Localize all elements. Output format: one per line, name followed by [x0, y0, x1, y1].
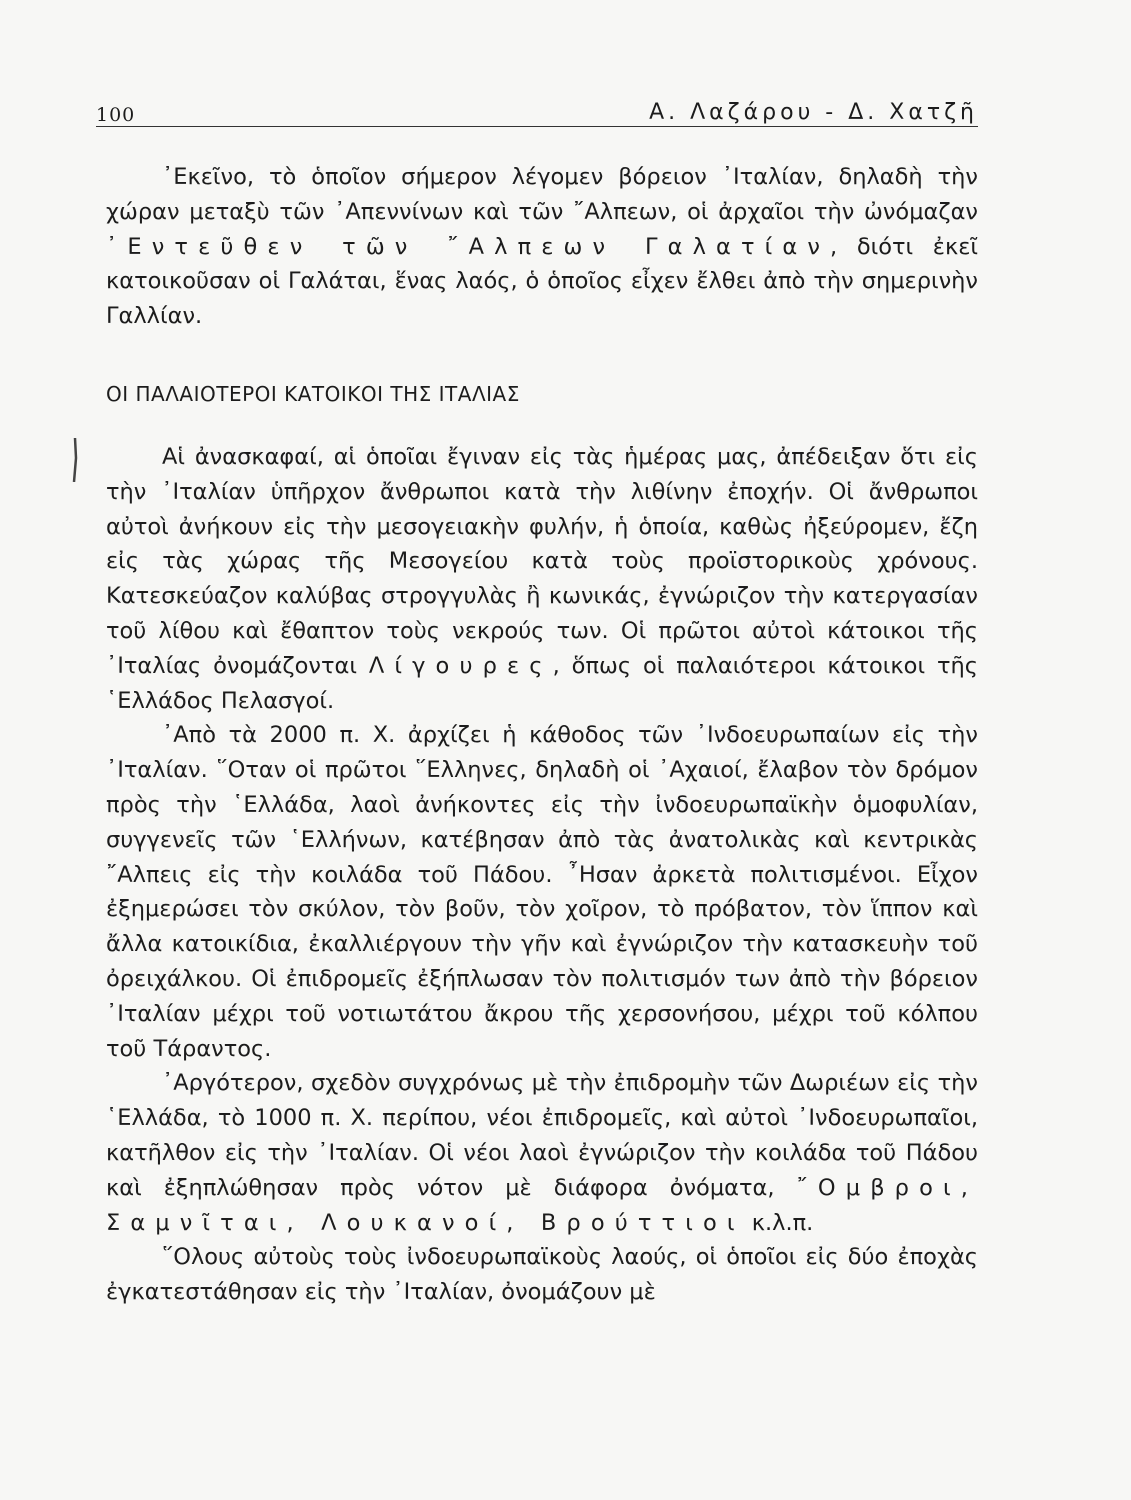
paragraph-5: ῞Ολους αὐτοὺς τοὺς ἰνδοευρωπαϊκοὺς λαούς, οἱ ὁποῖοι εἰς δύο ἐποχὰς ἐγκατεστάθησαν εἰς τὴν ᾿Ιταλίαν, ὀνομάζουν μὲ [106, 1244, 978, 1306]
spaced-term-galatia: ᾿Εντεῦθεν τῶν ῎Αλπεων Γαλατίαν [106, 233, 831, 260]
header-rule [96, 126, 978, 127]
spaced-term-ligures: Λίγουρες [368, 652, 553, 679]
paragraph-2 [106, 440, 978, 718]
paragraph-1 [106, 160, 978, 334]
paragraph-4-text-b: κ.λ.π. [744, 1209, 814, 1236]
paragraph-2-text-b: , ὅπως οἱ παλαιότεροι κάτοικοι τῆς ῾Ελλάδος Πελασγοί. [106, 652, 978, 714]
paragraph-3: ᾿Απὸ τὰ 2000 π. Χ. ἀρχίζει ἡ κάθοδος τῶν ᾿Ινδοευρωπαίων εἰς τὴν ᾿Ιταλίαν. ῞Οταν οἱ πρῶτοι ῞Ελληνες, δηλαδὴ οἱ ᾿Αχαιοί, ἔλαβον τὸν δρόμον πρὸς τὴν ῾Ελλάδα, λαοὶ ἀνήκοντες εἰς τὴν ἰνδοευρωπαϊκὴν ὁμοφυλίαν, συγγενεῖς τῶν ῾Ελλήνων, κατέβησαν ἀπὸ τὰς ἀνατολικὰς καὶ κεντρικὰς ῎Αλπεις εἰς τὴν κοιλάδα τοῦ Πάδου. ῏Ησαν ἀρκετὰ πολιτισμένοι. Εἶχον ἐξημερώσει τὸν σκύλον, τὸν βοῦν, τὸν χοῖρον, τὸ πρόβατον, τὸν ἵππον καὶ ἄλλα κατοικίδια, ἐκαλλιέργουν τὴν γῆν καὶ ἐγνώριζον τὴν κατασκευὴν τοῦ ὀρειχάλκου. Οἱ ἐπιδρομεῖς ἐξήπλωσαν τὸν πολιτισμόν των ἀπὸ τὴν βόρειον ᾿Ιταλίαν μέχρι τοῦ νοτιωτάτου ἄκρου τῆς χερσονήσου, μέχρι τοῦ κόλπου τοῦ Τάραντος. [106, 722, 978, 1062]
paragraph-4 [106, 1066, 978, 1240]
page-number: 100 [96, 104, 136, 126]
running-head: Α. Λαζάρου - Δ. Χατζῆ [649, 100, 978, 125]
section-body [106, 440, 978, 1310]
margin-mark [72, 438, 78, 482]
paragraph-1-text-b: , διότι ἐκεῖ κατοικοῦσαν οἱ Γαλάται, ἕνας λαός, ὁ ὁποῖος εἶχεν ἔλθει ἀπὸ τὴν σημερινὴν Γαλλίαν. [106, 233, 978, 330]
section-title: ΟΙ ΠΑΛΑΙΟΤΕΡΟΙ ΚΑΤΟΙΚΟΙ ΤΗΣ ΙΤΑΛΙΑΣ [106, 382, 520, 406]
spaced-term-peoples: ῎Ομβροι, Σαμνῖται, Λουκανοί, Βρούττιοι [106, 1174, 978, 1236]
paragraph-2-text-a: Αἱ ἀνασκαφαί, αἱ ὁποῖαι ἔγιναν εἰς τὰς ἡμέρας μας, ἀπέδειξαν ὅτι εἰς τὴν ᾿Ιταλίαν ὑπῆρχον ἄνθρωποι κατὰ τὴν λιθίνην ἐποχήν. Οἱ ἄνθρωποι αὐτοὶ ἀνήκουν εἰς τὴν μεσογειακὴν φυλήν, ἡ ὁποία, καθὼς ἠξεύρομεν, ἔζη εἰς τὰς χώρας τῆς Μεσογείου κατὰ τοὺς προϊστορικοὺς χρόνους. Κατεσκεύαζον καλύβας στρογγυλὰς ἢ κωνικάς, ἐγνώριζον τὴν κατεργασίαν τοῦ λίθου καὶ ἔθαπτον τοὺς νεκρούς των. Οἱ πρῶτοι αὐτοὶ κάτοικοι τῆς ᾿Ιταλίας ὀνομάζονται [106, 444, 978, 679]
paragraph-1-text-a: ᾿Εκεῖνο, τὸ ὁποῖον σήμερον λέγομεν βόρειον ᾿Ιταλίαν, δηλαδὴ τὴν χώραν μεταξὺ τῶν ᾿Απεννίνων καὶ τῶν ῎Αλπεων, οἱ ἀρχαῖοι τὴν ὠνόμαζαν [106, 164, 978, 225]
intro-block [106, 160, 978, 334]
paragraph-4-text-a: ᾿Αργότερον, σχεδὸν συγχρόνως μὲ τὴν ἐπιδρομὴν τῶν Δωριέων εἰς τὴν ῾Ελλάδα, τὸ 1000 π. Χ. περίπου, νέοι ἐπιδρομεῖς, καὶ αὐτοὶ ᾿Ινδοευρωπαῖοι, κατῆλθον εἰς τὴν ᾿Ιταλίαν. Οἱ νέοι λαοὶ ἐγνώριζον τὴν κοιλάδα τοῦ Πάδου καὶ ἐξηπλώθησαν πρὸς νότον μὲ διάφορα ὀνόματα, [106, 1070, 978, 1201]
